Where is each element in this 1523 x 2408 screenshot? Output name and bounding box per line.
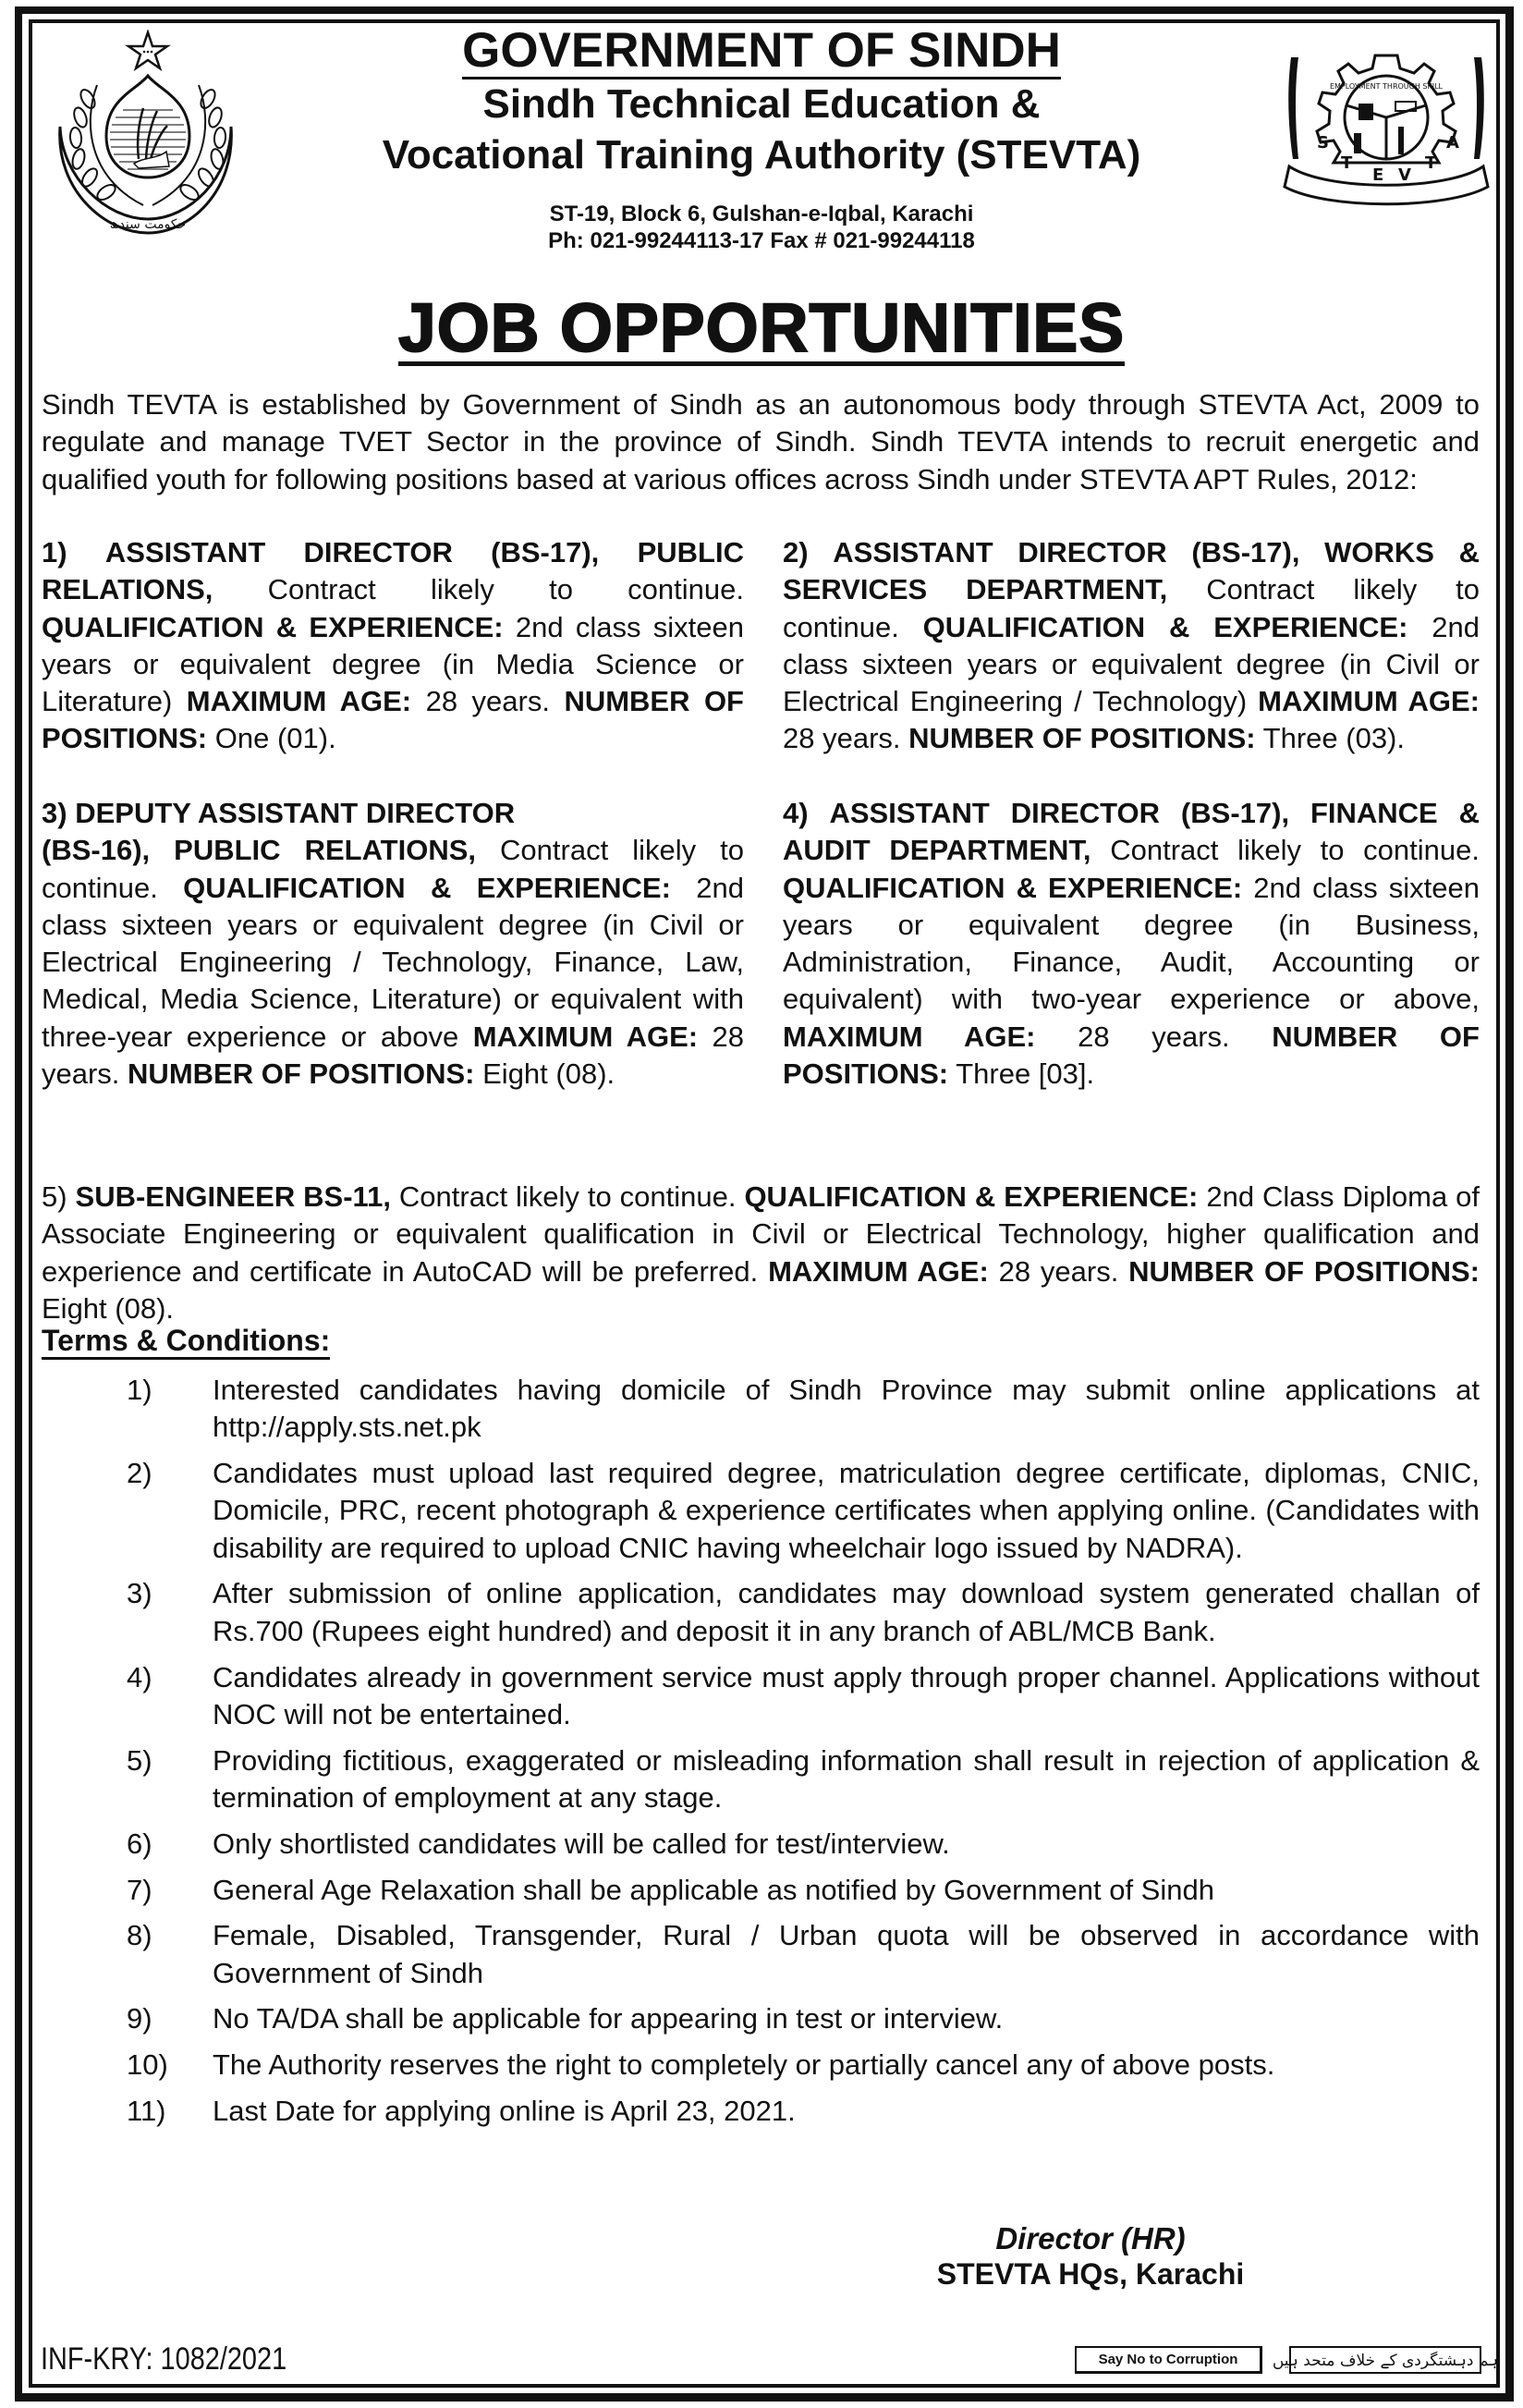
job-positions: Eight (08). — [482, 1057, 615, 1091]
positions-label: NUMBER OF POSITIONS: — [128, 1057, 475, 1091]
job-contract: Contract likely to continue. — [1110, 834, 1480, 867]
stevta-letter-t: T — [1341, 153, 1353, 173]
term-number: 1) — [127, 1374, 152, 1406]
term-item — [42, 2093, 1480, 2130]
job-qualification: 2nd Class Diploma of Associate Engineering or equivalent qualification in Civil or Electrical Technology, higher qualification and experience and certificate in AutoCAD will be preferred. — [42, 1180, 1480, 1288]
qualification-label: QUALIFICATION & EXPERIENCE: — [42, 610, 504, 643]
qualification-label: QUALIFICATION & EXPERIENCE: — [922, 610, 1408, 643]
phone-fax: Ph: 021-99244113-17 Fax # 021-99244118 — [548, 228, 975, 253]
qualification-label: QUALIFICATION & EXPERIENCE: — [744, 1180, 1199, 1213]
term-item — [42, 2000, 1480, 2037]
job-contract: Contract likely to continue. — [783, 573, 1480, 643]
job-title: ASSISTANT DIRECTOR (BS-17), FINANCE & AUDIT DEPARTMENT, — [783, 797, 1480, 867]
job-max-age: 28 years. — [425, 685, 550, 718]
reference-number: INF-KRY: 1082/2021 — [41, 2341, 287, 2377]
term-number: 11) — [127, 2095, 166, 2128]
job-number: 3) — [42, 797, 67, 829]
term-text: No TA/DA shall be applicable for appearing in test or interview. — [213, 2002, 1004, 2035]
job-qualification: 2nd class sixteen years or equivalent degree (in Civil or Electrical Engineering / Technology) — [783, 610, 1480, 718]
term-text: Only shortlisted candidates will be called for test/interview. — [213, 1827, 950, 1860]
stevta-letter-s: S — [1317, 133, 1329, 153]
term-number: 2) — [127, 1457, 152, 1490]
intro-paragraph: Sindh TEVTA is established by Government of Sindh as an autonomous body through STEVTA Act, 2009 to regulate and manage TVET Sector in the province of Sindh. Sindh TEVTA intends to recruit energetic and qualified youth for following positions based at various offices across Sindh under STEVTA APT Rules, 2012: — [42, 388, 1480, 495]
job-positions: Three [03]. — [956, 1057, 1095, 1091]
term-item — [42, 1742, 1480, 1817]
government-title — [0, 22, 1523, 79]
job-listing-5 — [42, 1179, 1480, 1327]
max-age-label: MAXIMUM AGE: — [472, 1020, 699, 1053]
term-item — [42, 1659, 1480, 1734]
authority-name-line1: Sindh Technical Education & — [482, 81, 1041, 127]
max-age-label: MAXIMUM AGE: — [783, 1020, 1036, 1053]
max-age-label: MAXIMUM AGE: — [1258, 685, 1480, 718]
terms-list — [42, 1372, 1480, 2139]
government-title-text: GOVERNMENT OF SINDH — [462, 23, 1061, 78]
term-text: Female, Disabled, Transgender, Rural / Urban quota will be observed in accordance with Government of Sindh — [213, 1919, 1480, 1989]
stevta-letter-t2: T — [1425, 153, 1437, 173]
term-text: Last Date for applying online is April 23, 2021. — [213, 2095, 796, 2128]
address: ST-19, Block 6, Gulshan-e-Iqbal, Karachi — [549, 202, 974, 226]
job-listing-3 — [42, 795, 744, 1093]
job-max-age: 28 years. — [998, 1254, 1119, 1288]
stevta-letter-e: E — [1372, 165, 1384, 185]
term-number: 7) — [127, 1873, 152, 1906]
max-age-label: MAXIMUM AGE: — [186, 685, 412, 718]
job-listing-4 — [783, 795, 1480, 1093]
job-number: 4) — [783, 797, 809, 829]
apply-link[interactable]: http://apply.sts.net.pk — [213, 1411, 481, 1444]
term-number: 4) — [127, 1660, 152, 1693]
term-text: The Authority reserves the right to completely or partially cancel any of above posts. — [213, 2048, 1275, 2082]
headline-text: JOB OPPORTUNITIES — [397, 289, 1126, 366]
term-text: After submission of online application, candidates may download system generated challan of Rs.700 (Rupees eight hundred) and deposit it in any branch of ABL/MCB Bank. — [213, 1577, 1480, 1647]
term-text: Candidates must upload last required degree, matriculation degree certificate, diplomas, CNIC, Domicile, PRC, recent photograph & experience certificates when applying online. (Candidates with disability are required to upload CNIC having wheelchair logo issued by NADRA). — [213, 1457, 1480, 1564]
term-number: 6) — [127, 1827, 152, 1860]
term-text: Candidates already in government service must apply through proper channel. Applications without NOC will not be entertained. — [213, 1660, 1480, 1730]
say-no-to-corruption-badge: Say No to Corruption — [1075, 2346, 1262, 2374]
job-max-age: 28 years. — [1078, 1020, 1230, 1053]
term-item — [42, 1872, 1480, 1909]
job-max-age: 28 years. — [42, 1020, 745, 1091]
job-max-age: 28 years. — [783, 722, 901, 755]
qualification-label: QUALIFICATION & EXPERIENCE: — [183, 871, 671, 904]
term-item — [42, 2047, 1480, 2084]
authority-name-line2: Vocational Training Authority (STEVTA) — [382, 132, 1141, 177]
positions-label: NUMBER OF POSITIONS: — [42, 685, 744, 755]
terms-heading: Terms & Conditions: — [42, 1324, 330, 1360]
sindh-emblem-caption: حکومت سندھ — [109, 217, 187, 232]
job-title: DEPUTY ASSISTANT DIRECTOR — [75, 797, 516, 829]
headline — [0, 288, 1523, 367]
signatory-title: Director (HR) — [995, 2221, 1186, 2255]
term-number: 9) — [127, 2002, 152, 2035]
qualification-label: QUALIFICATION & EXPERIENCE: — [783, 871, 1243, 904]
positions-label: NUMBER OF POSITIONS: — [908, 722, 1256, 755]
term-text: Providing fictitious, exaggerated or misleading information shall result in rejection of application & termination of employment at any stage. — [213, 1743, 1480, 1814]
job-title-continued: (BS-16), PUBLIC RELATIONS, — [42, 834, 476, 867]
term-number: 10) — [127, 2048, 168, 2082]
term-text: General Age Relaxation shall be applicable as notified by Government of Sindh — [213, 1873, 1214, 1906]
term-text: Interested candidates having domicile of Sindh Province may submit online applications at — [213, 1374, 1480, 1406]
job-number: 5) — [42, 1180, 67, 1213]
max-age-label: MAXIMUM AGE: — [768, 1254, 989, 1288]
job-positions: Three (03). — [1262, 722, 1405, 755]
positions-label: NUMBER OF POSITIONS: — [1128, 1254, 1480, 1288]
job-listing-2 — [783, 534, 1480, 758]
job-qualification: 2nd class sixteen years or equivalent degree (in Media Science or Literature) — [42, 610, 744, 718]
job-positions: Eight (08). — [42, 1291, 175, 1325]
job-listing-1 — [42, 534, 744, 758]
signatory-organization: STEVTA HQs, Karachi — [936, 2257, 1245, 2291]
term-item — [42, 1575, 1480, 1650]
job-contract: Contract likely to continue. — [267, 573, 744, 606]
job-title: ASSISTANT DIRECTOR (BS-17), WORKS & SERVICES DEPARTMENT, — [783, 536, 1480, 606]
job-qualification: 2nd class sixteen years or equivalent degree (in Civil or Electrical Engineering / Technology, Finance, Law, Medical, Media Science, Literature) or equivalent with three-year experience or above — [42, 871, 744, 1053]
job-number: 1) — [42, 536, 67, 568]
job-qualification: 2nd class sixteen years or equivalent degree (in Business, Administration, Finance, Audit, Accounting or equivalent) with two-year experience or above, — [783, 871, 1480, 1016]
job-positions: One (01). — [214, 722, 336, 755]
stevta-letter-v: V — [1398, 165, 1411, 185]
job-contract: Contract likely to continue. — [42, 834, 744, 904]
stevta-motto: EMPLOYMENT THROUGH SKILL — [1329, 82, 1444, 91]
job-number: 2) — [783, 536, 809, 568]
term-number: 5) — [127, 1743, 152, 1777]
term-number: 3) — [127, 1577, 152, 1610]
job-title: SUB-ENGINEER BS-11, — [75, 1180, 391, 1213]
anti-terrorism-urdu-badge: ہم دہشتگردی کے خلاف متحد ہیں — [1289, 2346, 1481, 2374]
term-number: 8) — [127, 1919, 152, 1952]
term-item — [42, 1917, 1480, 1992]
job-title: ASSISTANT DIRECTOR (BS-17), PUBLIC RELATIONS, — [42, 536, 744, 606]
term-item — [42, 1372, 1480, 1447]
job-contract: Contract likely to continue. — [398, 1180, 737, 1213]
term-item — [42, 1455, 1480, 1567]
term-item — [42, 1826, 1480, 1863]
positions-label: NUMBER OF POSITIONS: — [783, 1020, 1480, 1091]
stevta-letter-a: A — [1446, 133, 1459, 153]
